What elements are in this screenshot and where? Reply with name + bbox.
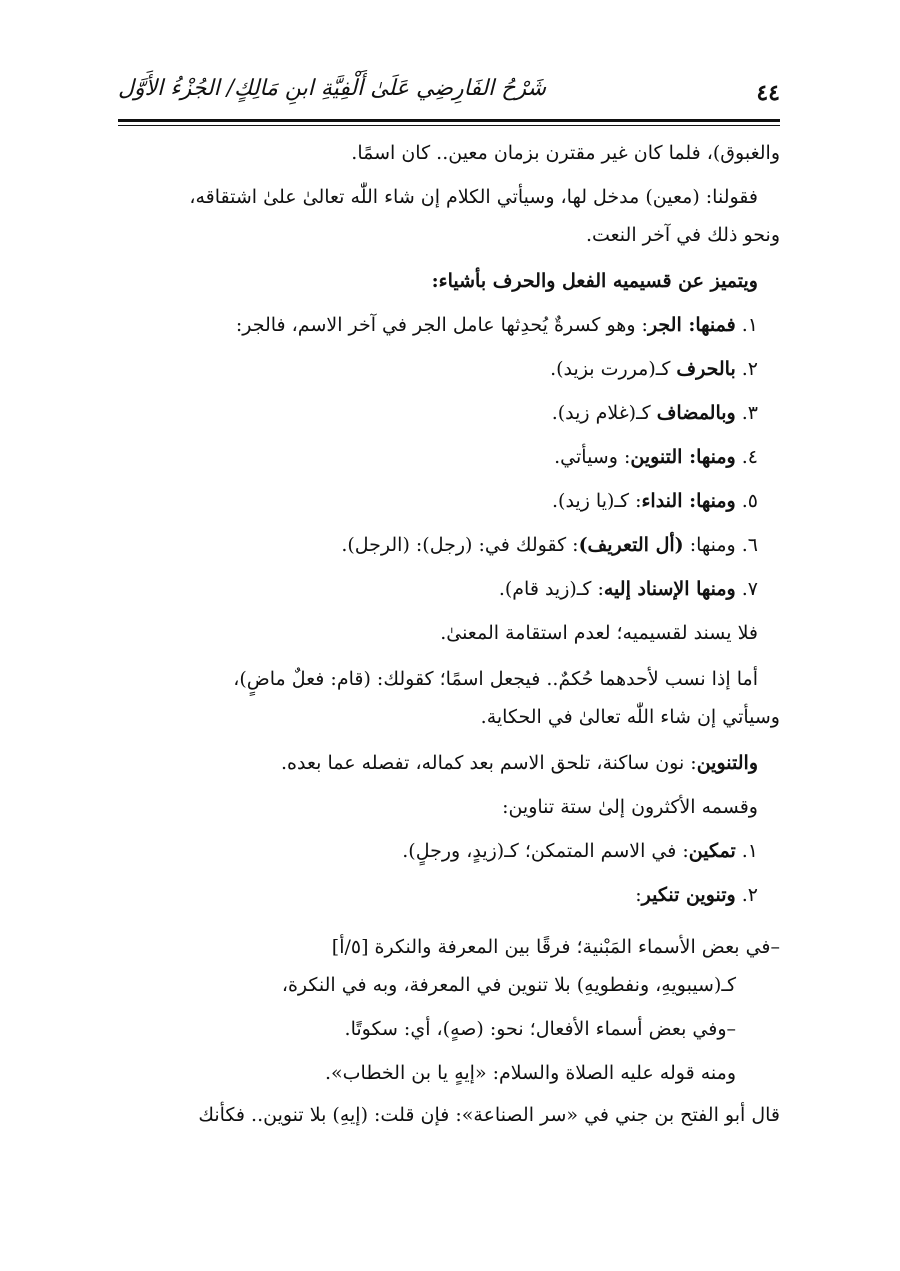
text-line: والتنوين: نون ساكنة، تلحق الاسم بعد كماله، تفصله عما بعده.: [280, 752, 758, 774]
list-item: ٣.وبالمضاف كـ(غلام زيد).: [551, 402, 758, 424]
text-line: –وفي بعض أسماء الأفعال؛ نحو: (صهٍ)، أي: سكوتًا.: [344, 1018, 736, 1040]
text-line: ومنه قوله عليه الصلاة والسلام: «إيهٍ يا بن الخطاب».: [324, 1062, 736, 1084]
list-item: ١.فمنها: الجر: وهو كسرةٌ يُحدِثها عامل الجر في آخر الاسم، فالجر:: [235, 314, 758, 336]
page-header: [118, 76, 780, 120]
text-line: وسيأتي إن شاء اللّٰه تعالىٰ في الحكاية.: [480, 706, 780, 728]
list-item: ٥.ومنها: النداء: كـ(يا زيد).: [552, 490, 758, 512]
header-rule-thin: [118, 125, 780, 126]
text-line: ونحو ذلك في آخر النعت.: [585, 224, 780, 246]
list-item: ٢.بالحرف كـ(مررت بزيد).: [550, 358, 758, 380]
list-item: ٢.وتنوين تنكير:: [635, 884, 758, 906]
text-line: –في بعض الأسماء المَبْنية؛ فرقًا بين المعرفة والنكرة [٥/أ]: [331, 936, 780, 958]
list-item: ٦.ومنها: (أل التعريف): كقولك في: (رجل): (الرجل).: [341, 534, 758, 556]
list-item: ٤.ومنها: التنوين: وسيأتي.: [554, 446, 758, 468]
section-heading: ويتميز عن قسيميه الفعل والحرف بأشياء:: [431, 270, 758, 292]
page-number: ٤٤: [756, 80, 780, 106]
text-line: وقسمه الأكثرون إلىٰ ستة تناوين:: [502, 796, 758, 818]
header-rule-thick: [118, 119, 780, 122]
text-line: والغبوق)، فلما كان غير مقترن بزمان معين.. كان اسمًا.: [351, 142, 780, 164]
list-item: ١.تمكين: في الاسم المتمكن؛ كـ(زيدٍ، ورجلٍ).: [402, 840, 758, 862]
list-item: ٧.ومنها الإسناد إليه: كـ(زيد قام).: [498, 578, 758, 600]
running-title: شَرْحُ الفَارِضِي عَلَىٰ أَلْفِيَّةِ ابنِ مَالِكٍ/ الجُزْءُ الأَوَّل: [118, 76, 547, 101]
text-line: فلا يسند لقسيميه؛ لعدم استقامة المعنىٰ.: [440, 622, 758, 644]
text-line: قال أبو الفتح بن جني في «سر الصناعة»: فإن قلت: (إيهِ) بلا تنوين.. فكأنك: [198, 1104, 780, 1126]
text-line: أما إذا نسب لأحدهما حُكمٌ.. فيجعل اسمًا؛ كقولك: (قام: فعلٌ ماضٍ)،: [233, 668, 758, 690]
text-line: كـ(سيبويهِ، ونفطويهِ) بلا تنوين في المعرفة، وبه في النكرة،: [281, 974, 736, 996]
text-line: فقولنا: (معين) مدخل لها، وسيأتي الكلام إن شاء اللّٰه تعالىٰ علىٰ اشتقاقه،: [189, 186, 758, 208]
